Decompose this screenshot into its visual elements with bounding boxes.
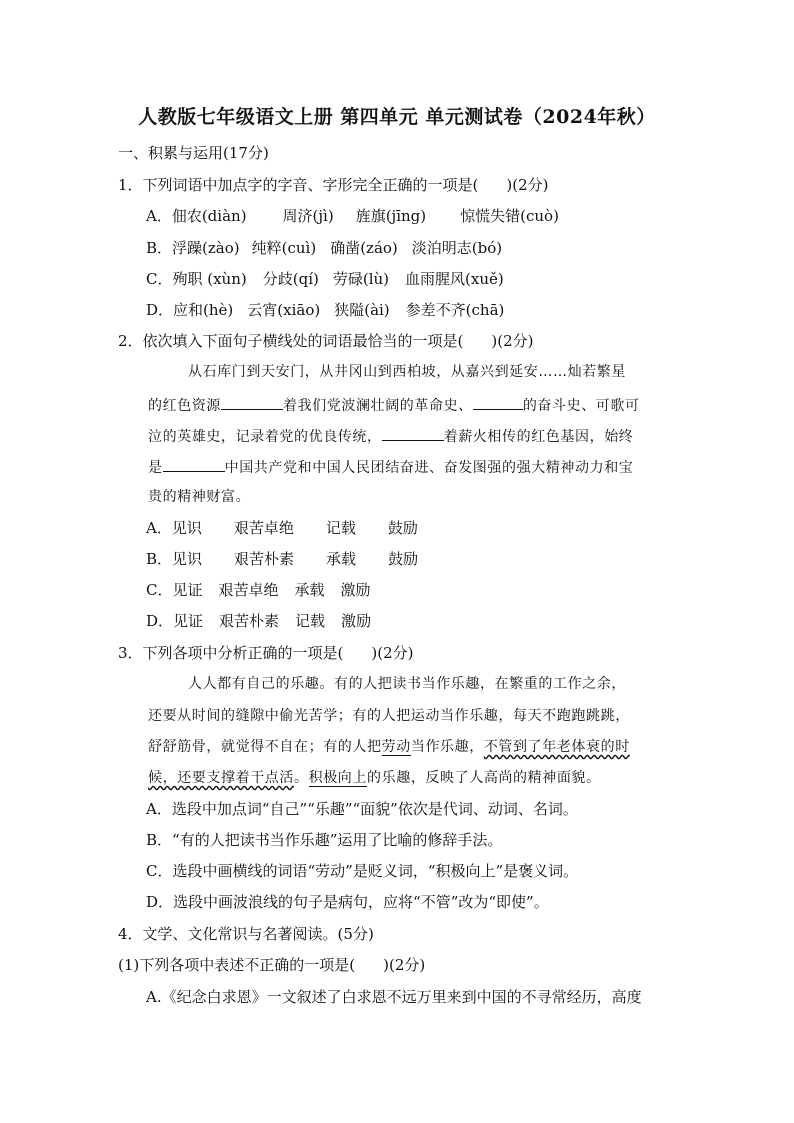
question-3-passage-line: 舒舒筋骨，就觉得不自在；有的人把劳动当作乐趣，不管到了年老体衰的时 — [148, 739, 630, 755]
question-3-option-a: A．选段中加点词“自己”“乐趣”“面貌”依次是代词、动词、名词。 — [146, 800, 578, 818]
question-2-passage-line: 是 中国共产党和中国人民团结奋进、奋发图强的强大精神动力和宝 — [148, 456, 633, 478]
question-1-stem: 1．下列词语中加点字的字音、字形完全正确的一项是( )(2分) — [118, 176, 549, 194]
question-3-option-c: C．选段中画横线的词语“劳动”是贬义词，“积极向上”是褒义词。 — [146, 862, 579, 880]
question-1-option-c: C．殉职 (xùn) 分歧(qí) 劳碌(lù) 血雨腥风(xuě) — [146, 270, 504, 288]
question-2-option-b: B．见识 艰苦朴素 承载 鼓励 — [146, 550, 419, 568]
question-3-passage-line: 候，还要支撑着干点活。积极向上的乐趣，反映了人高尚的精神面貌。 — [148, 770, 601, 786]
question-2-passage-line: 贵的精神财富。 — [148, 489, 251, 505]
question-2-option-d: D．见证 艰苦朴素 记载 激励 — [146, 612, 372, 630]
question-2-passage-line: 从石库门到天安门，从井冈山到西柏坡，从嘉兴到延安……灿若繁星 — [188, 364, 626, 380]
section-heading: 一、积累与运用(17分) — [118, 144, 269, 162]
question-3-option-b: B．“有的人把读书当作乐趣”运用了比喻的修辞手法。 — [146, 831, 503, 849]
question-1-option-a: A．佃农(diàn) 周济(jì) 旌旗(jīng) 惊慌失错(cuò) — [146, 207, 559, 225]
question-2-option-a: A．见识 艰苦卓绝 记载 鼓励 — [146, 519, 418, 537]
question-3-passage-line: 人人都有自己的乐趣。有的人把读书当作乐趣，在繁重的工作之余， — [188, 676, 626, 692]
question-2-stem: 2．依次填入下面句子横线处的词语最恰当的一项是( )(2分) — [118, 332, 534, 350]
underlined-word: 积极向上 — [308, 770, 368, 786]
question-1-option-d: D．应和(hè) 云宵(xiāo) 狭隘(ài) 参差不齐(chā) — [146, 301, 505, 319]
question-3-stem: 3．下列各项中分析正确的一项是( )(2分) — [118, 644, 414, 662]
question-3-option-d: D．选段中画波浪线的句子是病句，应将“不管”改为“即使”。 — [146, 893, 549, 911]
question-4-sub1-stem: (1)下列各项中表述不正确的一项是( )(2分) — [118, 956, 426, 974]
question-2-option-c: C．见证 艰苦卓绝 承载 激励 — [146, 581, 371, 599]
underlined-word: 劳动 — [381, 739, 411, 755]
question-4-stem: 4．文学、文化常识与名著阅读。(5分) — [118, 925, 374, 943]
question-2-passage-line: 的红色资源 着我们党波澜壮阔的革命史、 的奋斗史、可歌可 — [148, 394, 640, 416]
question-4-sub1-option-a: A.《纪念白求恩》一文叙述了白求恩不远万里来到中国的不寻常经历，高度 — [146, 988, 642, 1006]
question-1-option-b: B．浮躁(zào) 纯粹(cuì) 确凿(záo) 淡泊明志(bó) — [146, 239, 503, 257]
wavy-underlined-sentence: 不管到了年老体衰的时 — [483, 739, 630, 755]
exam-title: 人教版七年级语文上册 第四单元 单元测试卷（2024年秋） — [138, 106, 656, 128]
question-2-passage-line: 泣的英雄史，记录着党的优良传统， 着薪火相传的红色基因，始终 — [148, 425, 633, 447]
question-3-passage-line: 还要从时间的缝隙中偷光苦学；有的人把运动当作乐趣，每天不跑跑跳跳， — [148, 708, 630, 724]
wavy-underlined-sentence: 候，还要支撑着干点活 — [148, 770, 294, 786]
